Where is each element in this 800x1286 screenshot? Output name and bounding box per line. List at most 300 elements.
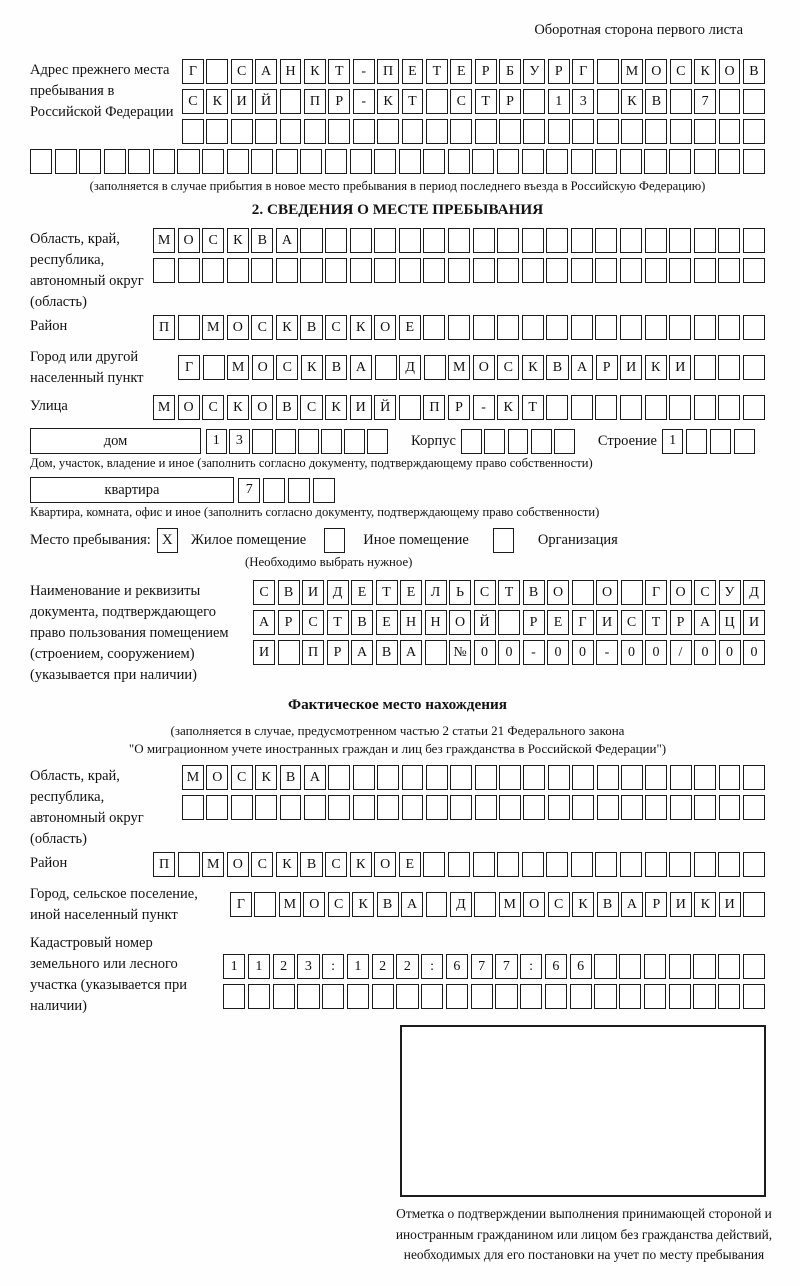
char-cell[interactable] <box>670 795 692 820</box>
char-cell[interactable] <box>645 765 667 790</box>
char-cell[interactable] <box>645 852 667 877</box>
gorod2-row[interactable] <box>230 892 765 917</box>
char-cell[interactable]: Р <box>645 892 667 917</box>
char-cell[interactable] <box>619 984 641 1009</box>
char-cell[interactable] <box>448 149 470 174</box>
char-cell[interactable] <box>304 795 326 820</box>
char-cell[interactable] <box>153 149 175 174</box>
char-cell[interactable] <box>743 395 765 420</box>
char-cell[interactable] <box>734 429 755 454</box>
char-cell[interactable] <box>471 984 493 1009</box>
document-row-1[interactable] <box>253 580 765 605</box>
char-cell[interactable] <box>353 119 375 144</box>
char-cell[interactable] <box>669 852 691 877</box>
char-cell[interactable]: П <box>377 59 399 84</box>
char-cell[interactable]: 7 <box>238 478 260 503</box>
char-cell[interactable] <box>545 984 567 1009</box>
char-cell[interactable] <box>718 258 740 283</box>
char-cell[interactable] <box>255 119 277 144</box>
char-cell[interactable]: : <box>421 954 443 979</box>
char-cell[interactable] <box>743 984 765 1009</box>
char-cell[interactable]: А <box>351 640 373 665</box>
char-cell[interactable] <box>620 395 642 420</box>
char-cell[interactable] <box>669 395 691 420</box>
char-cell[interactable]: К <box>352 892 374 917</box>
char-cell[interactable] <box>263 478 285 503</box>
char-cell[interactable]: Л <box>425 580 447 605</box>
char-cell[interactable]: Й <box>374 395 396 420</box>
char-cell[interactable]: С <box>251 852 273 877</box>
char-cell[interactable] <box>523 765 545 790</box>
oblast-row-2[interactable] <box>153 258 765 283</box>
char-cell[interactable] <box>743 258 765 283</box>
char-cell[interactable] <box>446 984 468 1009</box>
char-cell[interactable]: Т <box>498 580 520 605</box>
char-cell[interactable] <box>254 892 276 917</box>
char-cell[interactable]: Н <box>400 610 422 635</box>
char-cell[interactable] <box>461 429 482 454</box>
char-cell[interactable]: С <box>231 765 253 790</box>
char-cell[interactable] <box>424 355 446 380</box>
char-cell[interactable] <box>743 852 765 877</box>
char-cell[interactable]: М <box>499 892 521 917</box>
char-cell[interactable] <box>645 228 667 253</box>
char-cell[interactable]: - <box>473 395 495 420</box>
prev-address-row-1[interactable] <box>182 59 765 84</box>
char-cell[interactable]: М <box>202 315 224 340</box>
char-cell[interactable]: 6 <box>545 954 567 979</box>
char-cell[interactable]: - <box>596 640 618 665</box>
char-cell[interactable] <box>546 258 568 283</box>
char-cell[interactable] <box>670 119 692 144</box>
char-cell[interactable] <box>669 954 691 979</box>
char-cell[interactable] <box>128 149 150 174</box>
char-cell[interactable]: С <box>328 892 350 917</box>
char-cell[interactable]: Р <box>596 355 618 380</box>
kvartira-cells[interactable] <box>238 478 335 503</box>
char-cell[interactable] <box>423 228 445 253</box>
oblast2-row-2[interactable] <box>182 795 765 820</box>
char-cell[interactable]: 2 <box>396 954 418 979</box>
char-cell[interactable] <box>644 984 666 1009</box>
char-cell[interactable] <box>473 228 495 253</box>
char-cell[interactable]: 1 <box>548 89 570 114</box>
char-cell[interactable]: С <box>325 315 347 340</box>
char-cell[interactable]: К <box>694 892 716 917</box>
char-cell[interactable]: О <box>206 765 228 790</box>
char-cell[interactable]: С <box>202 228 224 253</box>
char-cell[interactable]: Н <box>425 610 447 635</box>
char-cell[interactable] <box>621 119 643 144</box>
char-cell[interactable] <box>399 228 421 253</box>
char-cell[interactable] <box>694 852 716 877</box>
char-cell[interactable] <box>206 59 228 84</box>
stroenie-cells[interactable] <box>662 429 755 454</box>
char-cell[interactable] <box>718 395 740 420</box>
kadastr-row-2[interactable] <box>223 984 765 1009</box>
char-cell[interactable] <box>595 258 617 283</box>
char-cell[interactable] <box>571 149 593 174</box>
char-cell[interactable]: О <box>251 395 273 420</box>
char-cell[interactable]: Б <box>499 59 521 84</box>
char-cell[interactable] <box>328 795 350 820</box>
char-cell[interactable] <box>322 984 344 1009</box>
char-cell[interactable] <box>572 795 594 820</box>
char-cell[interactable] <box>178 258 200 283</box>
char-cell[interactable]: М <box>202 852 224 877</box>
char-cell[interactable]: К <box>227 395 249 420</box>
char-cell[interactable] <box>396 984 418 1009</box>
char-cell[interactable] <box>571 228 593 253</box>
checkbox-zhiloe[interactable]: X <box>157 528 178 553</box>
char-cell[interactable] <box>350 258 372 283</box>
char-cell[interactable] <box>669 258 691 283</box>
char-cell[interactable]: С <box>300 395 322 420</box>
char-cell[interactable]: 0 <box>645 640 667 665</box>
char-cell[interactable] <box>645 119 667 144</box>
char-cell[interactable] <box>548 119 570 144</box>
char-cell[interactable] <box>597 59 619 84</box>
char-cell[interactable] <box>743 149 765 174</box>
char-cell[interactable] <box>670 89 692 114</box>
char-cell[interactable] <box>621 795 643 820</box>
prev-address-row-2[interactable] <box>182 89 765 114</box>
raion2-row[interactable] <box>153 852 765 877</box>
char-cell[interactable]: В <box>251 228 273 253</box>
char-cell[interactable] <box>710 429 731 454</box>
char-cell[interactable] <box>718 315 740 340</box>
char-cell[interactable] <box>597 765 619 790</box>
char-cell[interactable]: У <box>719 580 741 605</box>
char-cell[interactable] <box>571 315 593 340</box>
char-cell[interactable]: О <box>374 852 396 877</box>
char-cell[interactable] <box>497 852 519 877</box>
char-cell[interactable]: С <box>231 59 253 84</box>
char-cell[interactable] <box>300 149 322 174</box>
char-cell[interactable]: О <box>227 852 249 877</box>
char-cell[interactable]: Т <box>376 580 398 605</box>
char-cell[interactable]: С <box>302 610 324 635</box>
char-cell[interactable]: В <box>743 59 765 84</box>
char-cell[interactable] <box>402 119 424 144</box>
char-cell[interactable] <box>743 119 765 144</box>
char-cell[interactable]: 0 <box>572 640 594 665</box>
char-cell[interactable] <box>497 258 519 283</box>
char-cell[interactable] <box>473 315 495 340</box>
char-cell[interactable] <box>344 429 365 454</box>
char-cell[interactable]: 3 <box>572 89 594 114</box>
char-cell[interactable]: Р <box>670 610 692 635</box>
char-cell[interactable] <box>248 984 270 1009</box>
checkbox-inoe[interactable] <box>324 528 345 553</box>
char-cell[interactable]: И <box>620 355 642 380</box>
char-cell[interactable]: Д <box>743 580 765 605</box>
char-cell[interactable] <box>202 149 224 174</box>
char-cell[interactable]: С <box>474 580 496 605</box>
korpus-cells[interactable] <box>461 429 575 454</box>
char-cell[interactable]: С <box>670 59 692 84</box>
char-cell[interactable] <box>304 119 326 144</box>
char-cell[interactable] <box>399 395 421 420</box>
char-cell[interactable] <box>719 119 741 144</box>
char-cell[interactable] <box>203 355 225 380</box>
char-cell[interactable] <box>694 228 716 253</box>
char-cell[interactable]: Е <box>547 610 569 635</box>
char-cell[interactable] <box>223 984 245 1009</box>
char-cell[interactable]: 2 <box>273 954 295 979</box>
char-cell[interactable] <box>231 119 253 144</box>
char-cell[interactable]: В <box>278 580 300 605</box>
char-cell[interactable] <box>448 258 470 283</box>
char-cell[interactable]: К <box>645 355 667 380</box>
char-cell[interactable]: А <box>304 765 326 790</box>
char-cell[interactable]: Т <box>328 59 350 84</box>
char-cell[interactable]: Ц <box>719 610 741 635</box>
char-cell[interactable] <box>620 228 642 253</box>
char-cell[interactable] <box>718 228 740 253</box>
char-cell[interactable] <box>474 892 496 917</box>
char-cell[interactable] <box>372 984 394 1009</box>
char-cell[interactable] <box>495 984 517 1009</box>
char-cell[interactable] <box>522 258 544 283</box>
char-cell[interactable]: К <box>276 315 298 340</box>
char-cell[interactable] <box>448 315 470 340</box>
char-cell[interactable]: К <box>301 355 323 380</box>
char-cell[interactable]: А <box>571 355 593 380</box>
char-cell[interactable] <box>694 315 716 340</box>
char-cell[interactable] <box>572 580 594 605</box>
char-cell[interactable]: 6 <box>446 954 468 979</box>
char-cell[interactable]: О <box>719 59 741 84</box>
document-row-3[interactable] <box>253 640 765 665</box>
char-cell[interactable] <box>522 315 544 340</box>
char-cell[interactable] <box>694 119 716 144</box>
char-cell[interactable]: 7 <box>495 954 517 979</box>
char-cell[interactable] <box>350 149 372 174</box>
char-cell[interactable]: Р <box>328 89 350 114</box>
char-cell[interactable] <box>743 315 765 340</box>
char-cell[interactable] <box>313 478 335 503</box>
char-cell[interactable] <box>522 852 544 877</box>
char-cell[interactable]: Р <box>548 59 570 84</box>
char-cell[interactable]: 0 <box>621 640 643 665</box>
kadastr-row-1[interactable] <box>223 954 765 979</box>
char-cell[interactable]: Р <box>523 610 545 635</box>
char-cell[interactable] <box>227 258 249 283</box>
char-cell[interactable]: К <box>572 892 594 917</box>
char-cell[interactable]: № <box>449 640 471 665</box>
char-cell[interactable] <box>276 149 298 174</box>
char-cell[interactable] <box>572 119 594 144</box>
char-cell[interactable] <box>448 852 470 877</box>
char-cell[interactable]: Г <box>572 610 594 635</box>
char-cell[interactable] <box>718 149 740 174</box>
char-cell[interactable]: А <box>694 610 716 635</box>
char-cell[interactable] <box>523 89 545 114</box>
char-cell[interactable]: : <box>322 954 344 979</box>
char-cell[interactable]: С <box>497 355 519 380</box>
char-cell[interactable] <box>719 89 741 114</box>
char-cell[interactable]: Д <box>327 580 349 605</box>
char-cell[interactable]: М <box>279 892 301 917</box>
char-cell[interactable]: 0 <box>719 640 741 665</box>
char-cell[interactable]: Т <box>522 395 544 420</box>
char-cell[interactable] <box>548 765 570 790</box>
char-cell[interactable]: Ь <box>449 580 471 605</box>
char-cell[interactable] <box>595 228 617 253</box>
char-cell[interactable]: Р <box>499 89 521 114</box>
char-cell[interactable]: В <box>645 89 667 114</box>
char-cell[interactable] <box>153 258 175 283</box>
char-cell[interactable]: 7 <box>471 954 493 979</box>
char-cell[interactable] <box>719 765 741 790</box>
char-cell[interactable] <box>182 795 204 820</box>
char-cell[interactable]: Р <box>448 395 470 420</box>
char-cell[interactable]: П <box>153 852 175 877</box>
char-cell[interactable] <box>520 984 542 1009</box>
char-cell[interactable]: Д <box>399 355 421 380</box>
char-cell[interactable] <box>353 765 375 790</box>
char-cell[interactable] <box>426 89 448 114</box>
char-cell[interactable] <box>595 395 617 420</box>
char-cell[interactable] <box>644 954 666 979</box>
char-cell[interactable] <box>399 149 421 174</box>
char-cell[interactable] <box>597 89 619 114</box>
char-cell[interactable]: Т <box>327 610 349 635</box>
char-cell[interactable]: О <box>523 892 545 917</box>
char-cell[interactable] <box>374 258 396 283</box>
char-cell[interactable] <box>669 228 691 253</box>
char-cell[interactable]: П <box>423 395 445 420</box>
char-cell[interactable] <box>297 984 319 1009</box>
char-cell[interactable] <box>546 149 568 174</box>
ulitsa-row[interactable] <box>153 395 765 420</box>
char-cell[interactable] <box>399 258 421 283</box>
char-cell[interactable] <box>347 984 369 1009</box>
char-cell[interactable]: А <box>350 355 372 380</box>
char-cell[interactable]: В <box>351 610 373 635</box>
char-cell[interactable] <box>182 119 204 144</box>
char-cell[interactable]: 3 <box>229 429 250 454</box>
char-cell[interactable] <box>325 228 347 253</box>
char-cell[interactable] <box>621 765 643 790</box>
char-cell[interactable]: А <box>400 640 422 665</box>
char-cell[interactable] <box>300 258 322 283</box>
char-cell[interactable]: К <box>497 395 519 420</box>
char-cell[interactable] <box>595 149 617 174</box>
char-cell[interactable] <box>718 984 740 1009</box>
char-cell[interactable] <box>546 852 568 877</box>
kvartira-box[interactable]: квартира <box>30 477 234 503</box>
char-cell[interactable] <box>55 149 77 174</box>
char-cell[interactable] <box>523 119 545 144</box>
char-cell[interactable] <box>450 765 472 790</box>
char-cell[interactable] <box>548 795 570 820</box>
char-cell[interactable] <box>423 149 445 174</box>
char-cell[interactable] <box>475 795 497 820</box>
char-cell[interactable]: 7 <box>694 89 716 114</box>
char-cell[interactable] <box>694 258 716 283</box>
char-cell[interactable] <box>523 795 545 820</box>
char-cell[interactable]: 1 <box>347 954 369 979</box>
char-cell[interactable] <box>328 765 350 790</box>
char-cell[interactable]: П <box>153 315 175 340</box>
char-cell[interactable]: К <box>304 59 326 84</box>
char-cell[interactable] <box>694 149 716 174</box>
char-cell[interactable] <box>374 228 396 253</box>
char-cell[interactable]: К <box>350 315 372 340</box>
char-cell[interactable]: 1 <box>248 954 270 979</box>
char-cell[interactable]: Т <box>645 610 667 635</box>
char-cell[interactable] <box>645 795 667 820</box>
char-cell[interactable] <box>498 610 520 635</box>
char-cell[interactable] <box>280 89 302 114</box>
char-cell[interactable] <box>554 429 575 454</box>
char-cell[interactable]: Р <box>475 59 497 84</box>
char-cell[interactable] <box>278 640 300 665</box>
char-cell[interactable] <box>531 429 552 454</box>
char-cell[interactable]: С <box>182 89 204 114</box>
char-cell[interactable]: 0 <box>547 640 569 665</box>
char-cell[interactable]: О <box>670 580 692 605</box>
char-cell[interactable]: А <box>621 892 643 917</box>
char-cell[interactable]: И <box>253 640 275 665</box>
char-cell[interactable]: С <box>276 355 298 380</box>
char-cell[interactable] <box>743 355 765 380</box>
char-cell[interactable]: : <box>520 954 542 979</box>
char-cell[interactable] <box>251 258 273 283</box>
char-cell[interactable]: В <box>276 395 298 420</box>
char-cell[interactable]: О <box>178 395 200 420</box>
char-cell[interactable] <box>645 315 667 340</box>
char-cell[interactable] <box>280 795 302 820</box>
char-cell[interactable] <box>497 228 519 253</box>
char-cell[interactable]: Т <box>402 89 424 114</box>
char-cell[interactable]: Е <box>376 610 398 635</box>
char-cell[interactable] <box>276 258 298 283</box>
char-cell[interactable]: Е <box>399 315 421 340</box>
char-cell[interactable]: 3 <box>297 954 319 979</box>
checkbox-organizatsiya[interactable] <box>493 528 514 553</box>
char-cell[interactable] <box>571 258 593 283</box>
char-cell[interactable]: Г <box>178 355 200 380</box>
dom-number-cells[interactable] <box>206 429 388 454</box>
char-cell[interactable] <box>669 984 691 1009</box>
char-cell[interactable] <box>522 149 544 174</box>
char-cell[interactable] <box>546 395 568 420</box>
char-cell[interactable]: С <box>251 315 273 340</box>
char-cell[interactable]: 1 <box>223 954 245 979</box>
char-cell[interactable] <box>473 258 495 283</box>
char-cell[interactable] <box>546 228 568 253</box>
char-cell[interactable] <box>522 228 544 253</box>
char-cell[interactable] <box>177 149 199 174</box>
char-cell[interactable]: С <box>450 89 472 114</box>
char-cell[interactable] <box>484 429 505 454</box>
char-cell[interactable] <box>328 119 350 144</box>
char-cell[interactable]: Р <box>327 640 349 665</box>
char-cell[interactable] <box>288 478 310 503</box>
char-cell[interactable]: И <box>596 610 618 635</box>
char-cell[interactable]: Е <box>399 852 421 877</box>
char-cell[interactable] <box>377 765 399 790</box>
char-cell[interactable]: М <box>153 228 175 253</box>
char-cell[interactable] <box>693 984 715 1009</box>
char-cell[interactable]: 0 <box>694 640 716 665</box>
char-cell[interactable]: О <box>227 315 249 340</box>
char-cell[interactable]: К <box>522 355 544 380</box>
char-cell[interactable] <box>426 119 448 144</box>
